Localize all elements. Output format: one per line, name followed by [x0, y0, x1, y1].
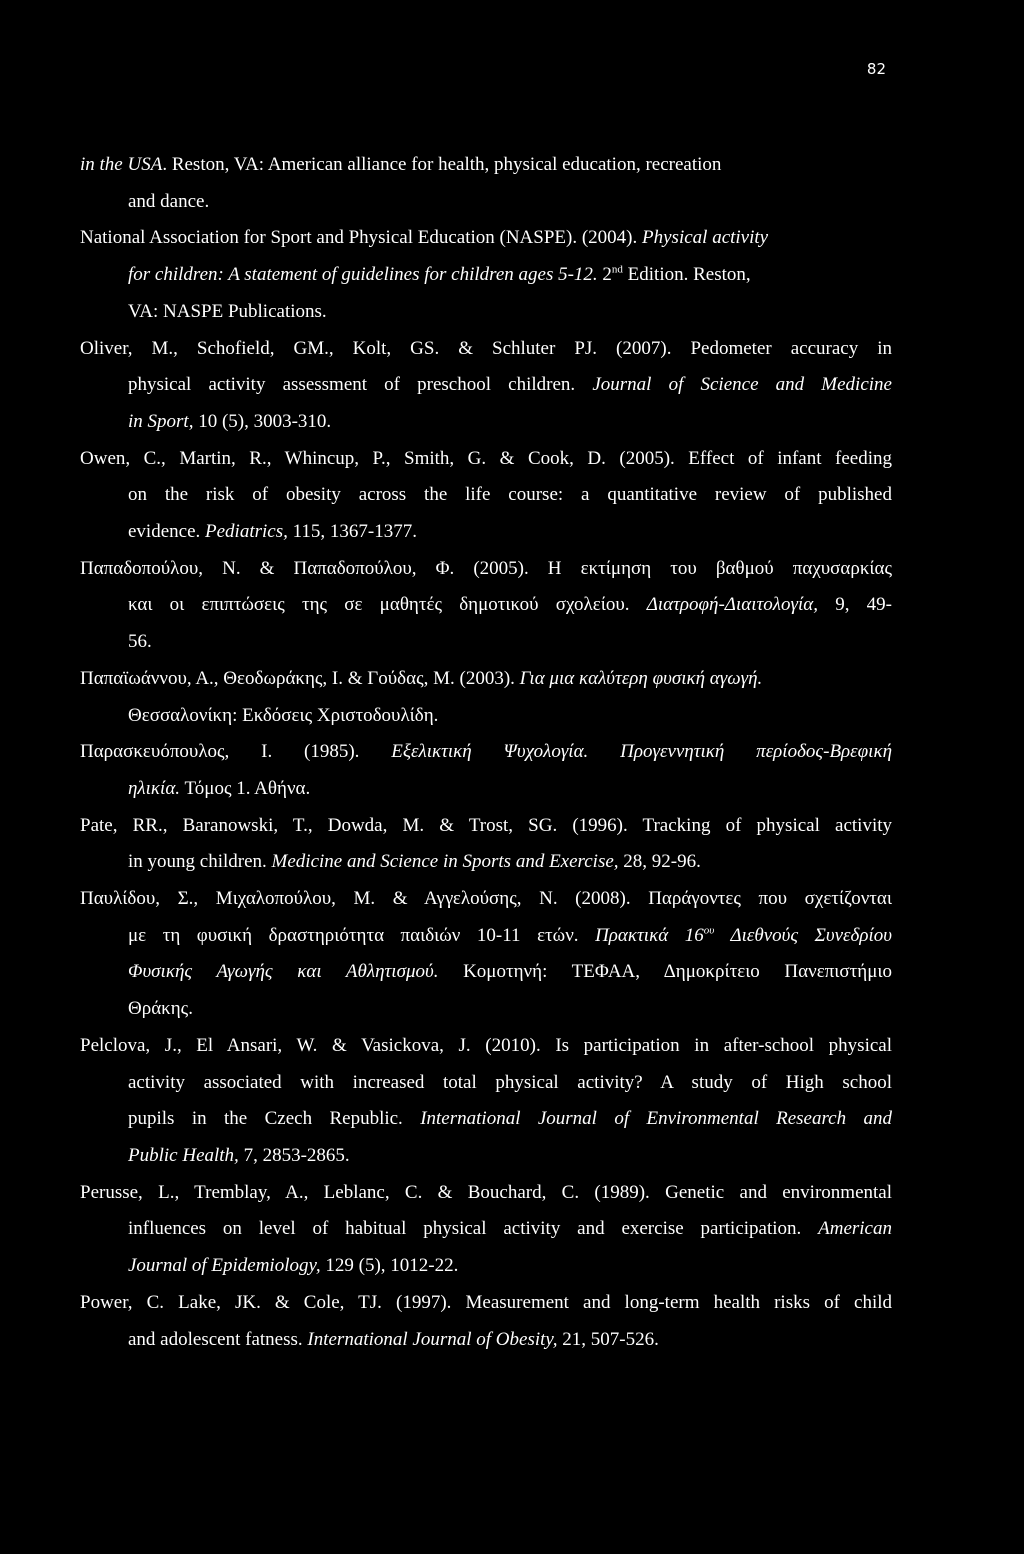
italic-text: ηλικία. [128, 777, 181, 799]
reference-line [80, 1101, 892, 1138]
italic-text: International Journal of Environmental Research and [420, 1108, 892, 1130]
reference-entry [80, 881, 892, 1028]
reference-line [80, 624, 892, 661]
reference-entry [80, 1175, 892, 1285]
reference-line [80, 1028, 892, 1065]
text-run: Edition. Reston, [622, 264, 751, 286]
reference-line [80, 1322, 892, 1359]
reference-entry [80, 441, 892, 551]
italic-text: Physical activity [642, 227, 769, 249]
reference-entry [80, 1285, 892, 1358]
reference-line [80, 918, 892, 955]
text-run: 115, 1367-1377. [287, 521, 417, 543]
text-run: 10 (5), 3003-310. [193, 410, 332, 432]
reference-line [80, 257, 892, 294]
reference-line [80, 477, 892, 514]
reference-line [80, 881, 892, 918]
italic-text: Πρακτικά 16 [595, 924, 704, 946]
reference-line [80, 367, 892, 404]
reference-line [80, 551, 892, 588]
text-run: and dance. [128, 190, 210, 212]
reference-line [80, 1248, 892, 1285]
text-run: 2 [597, 264, 612, 286]
reference-line [80, 771, 892, 808]
reference-entry [80, 661, 892, 734]
reference-line [80, 734, 892, 771]
text-run: 129 (5), 1012-22. [320, 1255, 459, 1277]
reference-line [80, 1138, 892, 1175]
text-run: physical activity assessment of preschool children. [128, 374, 593, 396]
italic-text: Medicine and Science in Sports and Exercise, [271, 851, 619, 873]
text-run: Παπαδοπούλου, Ν. & Παπαδοπούλου, Φ. (2005). Η εκτίμηση του βαθμού παχυσαρκίας [80, 557, 892, 579]
superscript [704, 924, 715, 936]
text-run: pupils in the Czech Republic. [128, 1108, 421, 1130]
text-run: 28, 92-96. [618, 851, 701, 873]
text-run: Oliver, M., Schofield, GM., Kolt, GS. & Schluter PJ. (2007). Pedometer accuracy in [80, 337, 892, 359]
reference-entry [80, 551, 892, 661]
text-run: activity associated with increased total physical activity? A study of High school [128, 1071, 892, 1093]
italic-text: International Journal of Obesity, [307, 1328, 558, 1350]
text-run: Παρασκευόπουλος, Ι. (1985). [80, 741, 392, 763]
italic-text: Διεθνούς Συνεδρίου [714, 924, 892, 946]
text-run: influences on level of habitual physical activity and exercise participation. [128, 1218, 819, 1240]
text-run: 7, 2853-2865. [238, 1144, 350, 1166]
page-number: 82 [866, 60, 886, 78]
text-run: Power, C. Lake, JK. & Cole, TJ. (1997). Measurement and long-term health risks of child [80, 1291, 892, 1313]
text-run: Θράκης. [128, 998, 193, 1020]
reference-line [80, 1211, 892, 1248]
text-run: and adolescent fatness. [128, 1328, 308, 1350]
text-run: on the risk of obesity across the life course: a quantitative review of published [128, 484, 892, 506]
italic-text: American [818, 1218, 892, 1240]
reference-line [80, 991, 892, 1028]
italic-text: Journal of Epidemiology, [128, 1255, 321, 1277]
text-run: evidence. [128, 521, 206, 543]
italic-text: Για μια καλύτερη φυσική αγωγή. [519, 667, 763, 689]
text-run: Owen, C., Martin, R., Whincup, P., Smith, G. & Cook, D. (2005). Effect of infant feeding [80, 447, 892, 469]
text-run: Κομοτηνή: ΤΕΦΑΑ, Δημοκρίτειο Πανεπιστήμιο [438, 961, 892, 983]
text-run: και οι επιπτώσεις της σε μαθητές δημοτικού σχολείου. [128, 594, 647, 616]
italic-text: in Sport, [128, 410, 194, 432]
reference-line [80, 954, 892, 991]
italic-text: Εξελικτική Ψυχολογία. Προγεννητική περίοδος-Βρεφική [391, 741, 892, 763]
reference-line [80, 184, 892, 221]
italic-text: in the USA [80, 154, 163, 175]
reference-entry [80, 734, 892, 807]
reference-line [80, 844, 892, 881]
reference-line [80, 331, 892, 368]
text-run: . Reston, VA: American alliance for health, physical education, recreation [162, 154, 722, 175]
superscript [612, 264, 623, 276]
reference-line [80, 404, 892, 441]
reference-line [80, 1065, 892, 1102]
text-run: National Association for Sport and Physical Education (NASPE). (2004). [80, 227, 643, 249]
italic-text: Διατροφή-Διαιτολογία, [646, 594, 819, 616]
reference-line [80, 698, 892, 735]
reference-line [80, 587, 892, 624]
text-run: Παπαϊωάννου, Α., Θεοδωράκης, Ι. & Γούδας, Μ. (2003). [80, 667, 520, 689]
reference-line [80, 514, 892, 551]
italic-text: for children: A statement of guidelines for children ages 5-12. [128, 264, 598, 286]
text-run: Pate, RR., Baranowski, T., Dowda, M. & Trost, SG. (1996). Tracking of physical activity [80, 814, 892, 836]
reference-entry [80, 220, 892, 330]
italic-text: Public Health, [128, 1144, 239, 1166]
text-run: Perusse, L., Tremblay, A., Leblanc, C. & Bouchard, C. (1989). Genetic and environmental [80, 1181, 892, 1203]
reference-entry [80, 1028, 892, 1175]
reference-line [80, 661, 892, 698]
reference-entry [80, 331, 892, 441]
reference-line [80, 1285, 892, 1322]
reference-line [80, 294, 892, 331]
text-run: 56. [128, 631, 152, 653]
reference-list [80, 147, 892, 1358]
text-run: με τη φυσική δραστηριότητα παιδιών 10-11 ετών. [128, 924, 596, 946]
text-run: Παυλίδου, Σ., Μιχαλοπούλου, Μ. & Αγγελούσης, Ν. (2008). Παράγοντες που σχετίζονται [80, 888, 892, 910]
reference-entry [80, 808, 892, 881]
text-run: Θεσσαλονίκη: Εκδόσεις Χριστοδουλίδη. [128, 704, 439, 726]
reference-entry [80, 147, 892, 220]
italic-text: Journal of Science and Medicine [592, 374, 892, 396]
text-run: Τόμος 1. Αθήνα. [180, 777, 311, 799]
text-run: 9, 49- [818, 594, 892, 616]
text-run: Pelclova, J., El Ansari, W. & Vasickova, J. (2010). Is participation in after-school physical [80, 1034, 892, 1056]
reference-line [80, 441, 892, 478]
reference-line [80, 220, 892, 257]
text-run: VA: NASPE Publications. [128, 300, 327, 322]
italic-text: Φυσικής Αγωγής και Αθλητισμού. [128, 961, 439, 983]
italic-text: Pediatrics, [205, 521, 288, 543]
reference-line [80, 808, 892, 845]
text-run: in young children. [128, 851, 272, 873]
italic-text: ου [703, 924, 715, 937]
text-run: 21, 507-526. [557, 1328, 659, 1350]
reference-line [80, 1175, 892, 1212]
reference-line [80, 147, 892, 184]
text-run: nd [611, 263, 623, 276]
